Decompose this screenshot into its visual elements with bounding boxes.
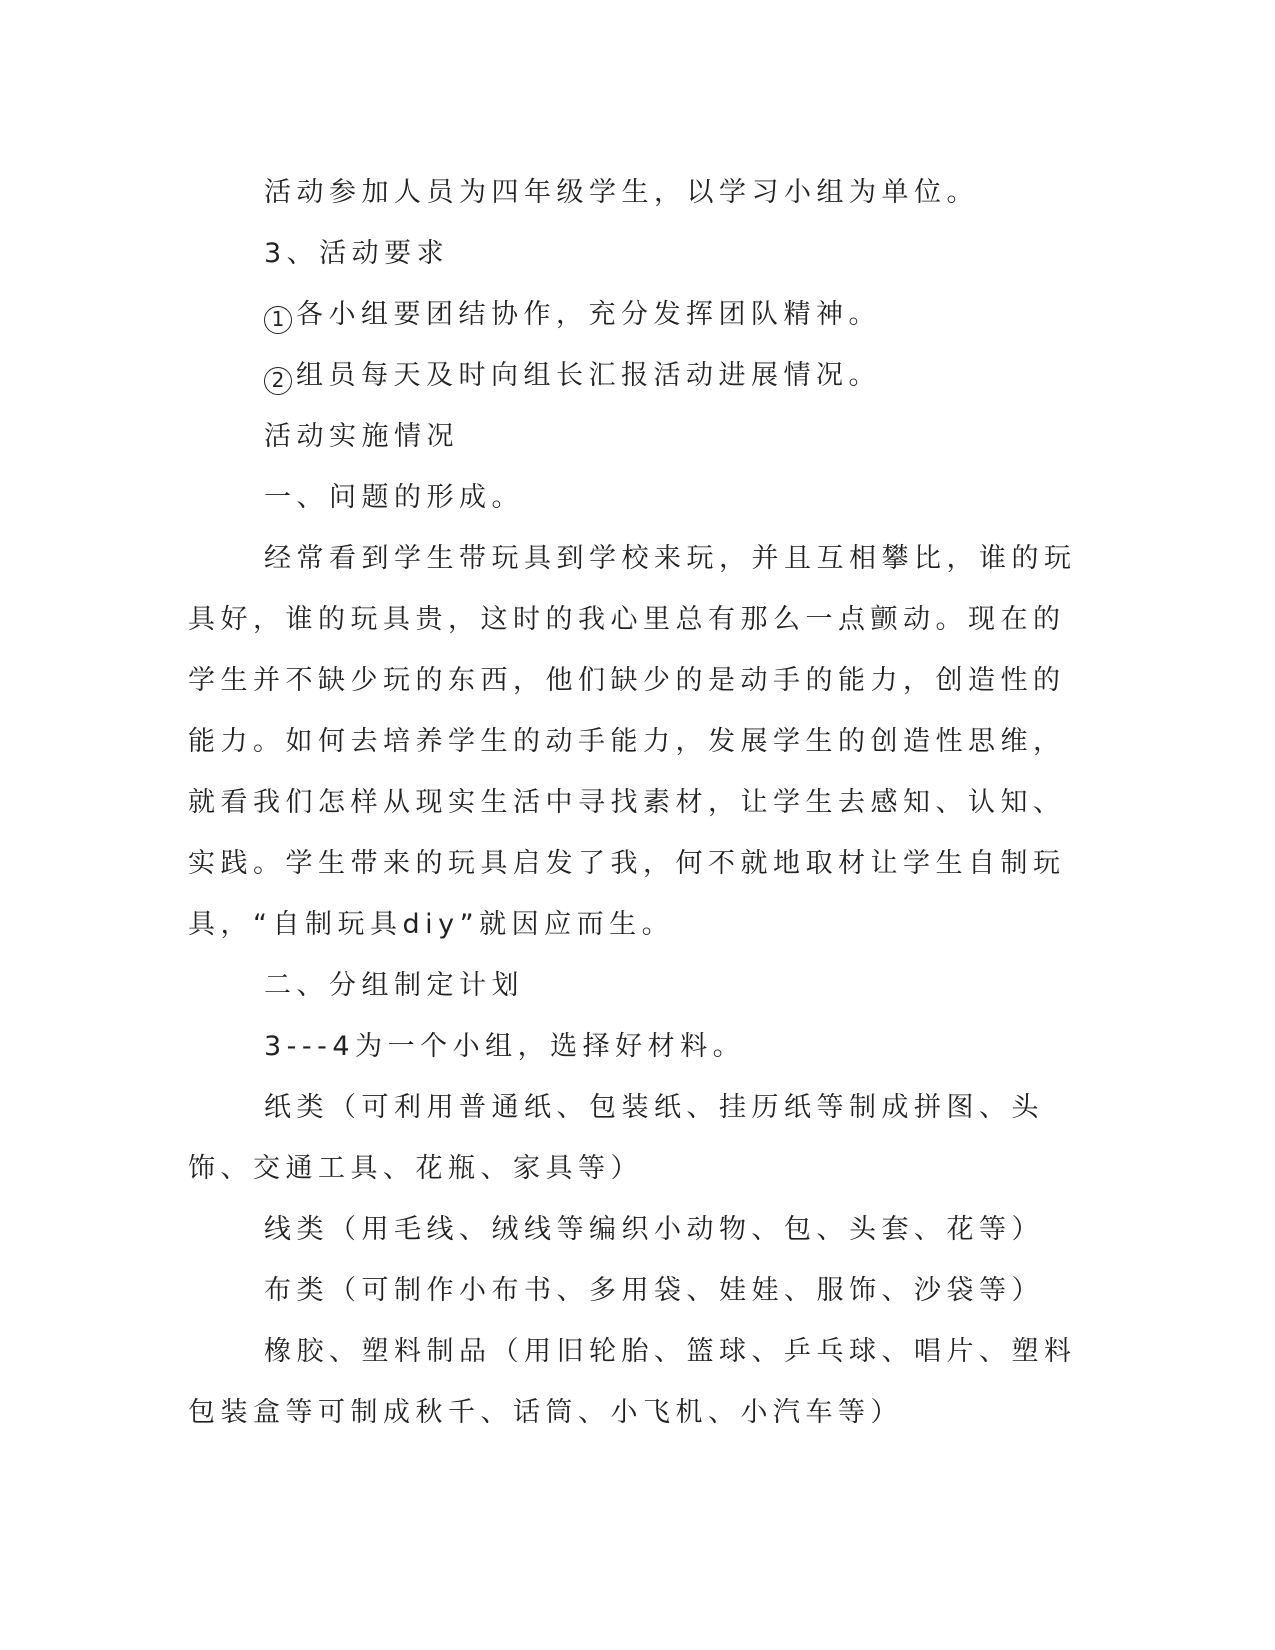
- requirement-text-1: 各小组要团结协作，充分发挥团队精神。: [296, 299, 881, 330]
- requirement-item-1: [188, 284, 1078, 345]
- material-paper: 纸类（可利用普通纸、包装纸、挂历纸等制成拼图、头饰、交通工具、花瓶、家具等）: [188, 1092, 1044, 1184]
- material-thread: 线类（用毛线、绒线等编织小动物、包、头套、花等）: [264, 1214, 1044, 1245]
- document-body: [188, 162, 1078, 1443]
- heading-activity-requirements: 3、活动要求: [264, 238, 450, 269]
- heading-implementation: 活动实施情况: [264, 421, 459, 452]
- material-cloth: 布类（可制作小布书、多用袋、娃娃、服饰、沙袋等）: [264, 1275, 1044, 1306]
- material-rubber-plastic: 橡胶、塑料制品（用旧轮胎、篮球、乒乓球、唱片、塑料包装盒等可制成秋千、话筒、小飞机、小汽车等）: [188, 1336, 1077, 1428]
- paragraph-problem-description: 经常看到学生带玩具到学校来玩，并且互相攀比，谁的玩具好，谁的玩具贵，这时的我心里总有那么一点颤动。现在的学生并不缺少玩的东西，他们缺少的是动手的能力，创造性的能力。如何去培养学生的动手能力，发展学生的创造性思维，就看我们怎样从现实生活中寻找素材，让学生去感知、认知、实践。学生带来的玩具启发了我，何不就地取材让学生自制玩具，“自制玩具diy”就因应而生。: [188, 543, 1077, 940]
- circled-number-1: 1: [264, 306, 292, 334]
- heading-problem-formation: 一、问题的形成。: [264, 482, 524, 513]
- requirement-item-2: [188, 345, 1078, 406]
- heading-group-planning: 二、分组制定计划: [264, 970, 524, 1001]
- requirement-text-2: 组员每天及时向组长汇报活动进展情况。: [296, 360, 881, 391]
- paragraph-participants: 活动参加人员为四年级学生，以学习小组为单位。: [264, 177, 979, 208]
- circled-number-2: 2: [264, 367, 292, 395]
- paragraph-group-size: 3---4为一个小组，选择好材料。: [264, 1031, 746, 1062]
